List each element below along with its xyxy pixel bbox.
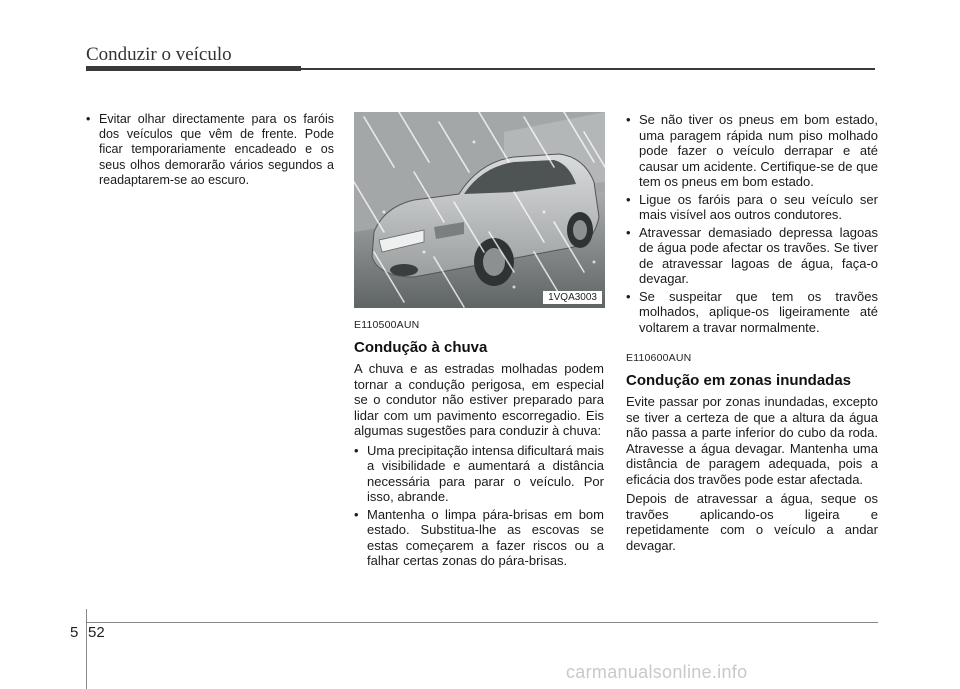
column-left [86,112,334,190]
page-number: 52 [88,624,105,641]
section-code-rain: E110500AUN [354,319,420,331]
flood-paragraph-1: Evite passar por zonas inundadas, excepto se tiver a certeza de que a altura da água não passa a parte inferior do cubo da roda. Atravesse a água devagar. Mantenha uma distância de paragem adequada, pois a eficácia dos travões pode estar afectada. [626,394,878,487]
bullet-heavy-rain: • Uma precipitação intensa dificultará mais a visibilidade e aumentará a distância necessária para parar o veículo. Por isso, abrande. [354,443,604,505]
rain-car-illustration [354,112,605,308]
header-rule-thin [301,68,875,70]
bullet-wipers: • Mantenha o limpa pára-brisas em bom estado. Substitua-lhe as escovas se estas começarem a fazer riscos ou a falhar certas zonas do pára-brisas. [354,507,604,569]
bullet-puddles: • Atravessar demasiado depressa lagoas de água pode afectar os travões. Se tiver de atravessar lagoas de água, faça-o devagar. [626,225,878,287]
header-rule-thick [86,66,301,71]
footer-rule-vertical [86,609,87,689]
page-header-title: Conduzir o veículo [86,44,232,65]
bullet-tyres: • Se não tiver os pneus em bom estado, uma paragem rápida num piso molhado pode fazer o veículo derrapar e até causar um acidente. Certifique-se de que tem os pneus em bom estado. [626,112,878,190]
figure-label: 1VQA3003 [543,291,602,304]
section-heading-rain: Condução à chuva [354,338,488,356]
watermark: carmanualsonline.info [566,662,748,682]
car-in-rain-image [354,112,605,308]
bullet-headlights-on: • Ligue os faróis para o seu veículo ser mais visível aos outros condutores. [626,192,878,223]
column-right [626,112,878,557]
bullet-headlights-glare: • Evitar olhar directamente para os faróis dos veículos que vêm de frente. Pode ficar temporariamente encadeado e os seus olhos demorarão vários segundos a readaptarem-se ao escuro. [86,112,334,188]
section-heading-flood: Condução em zonas inundadas [626,371,852,389]
section-code-flood: E110600AUN [626,352,692,364]
column-middle [354,318,604,571]
bullet-wet-brakes: • Se suspeitar que tem os travões molhados, aplique-os ligeiramente até voltarem a travar normalmente. [626,289,878,336]
flood-paragraph-2: Depois de atravessar a água, seque os travões aplicando-os ligeira e repetidamente com o veículo a andar devagar. [626,491,878,553]
rain-intro-paragraph: A chuva e as estradas molhadas podem tornar a condução perigosa, em especial se o condutor não estiver preparado para lidar com um pavimento escorregadio. Eis algumas sugestões para conduzir à chuva: [354,361,604,438]
footer-rule-horizontal [86,622,878,623]
chapter-number: 5 [70,624,79,641]
